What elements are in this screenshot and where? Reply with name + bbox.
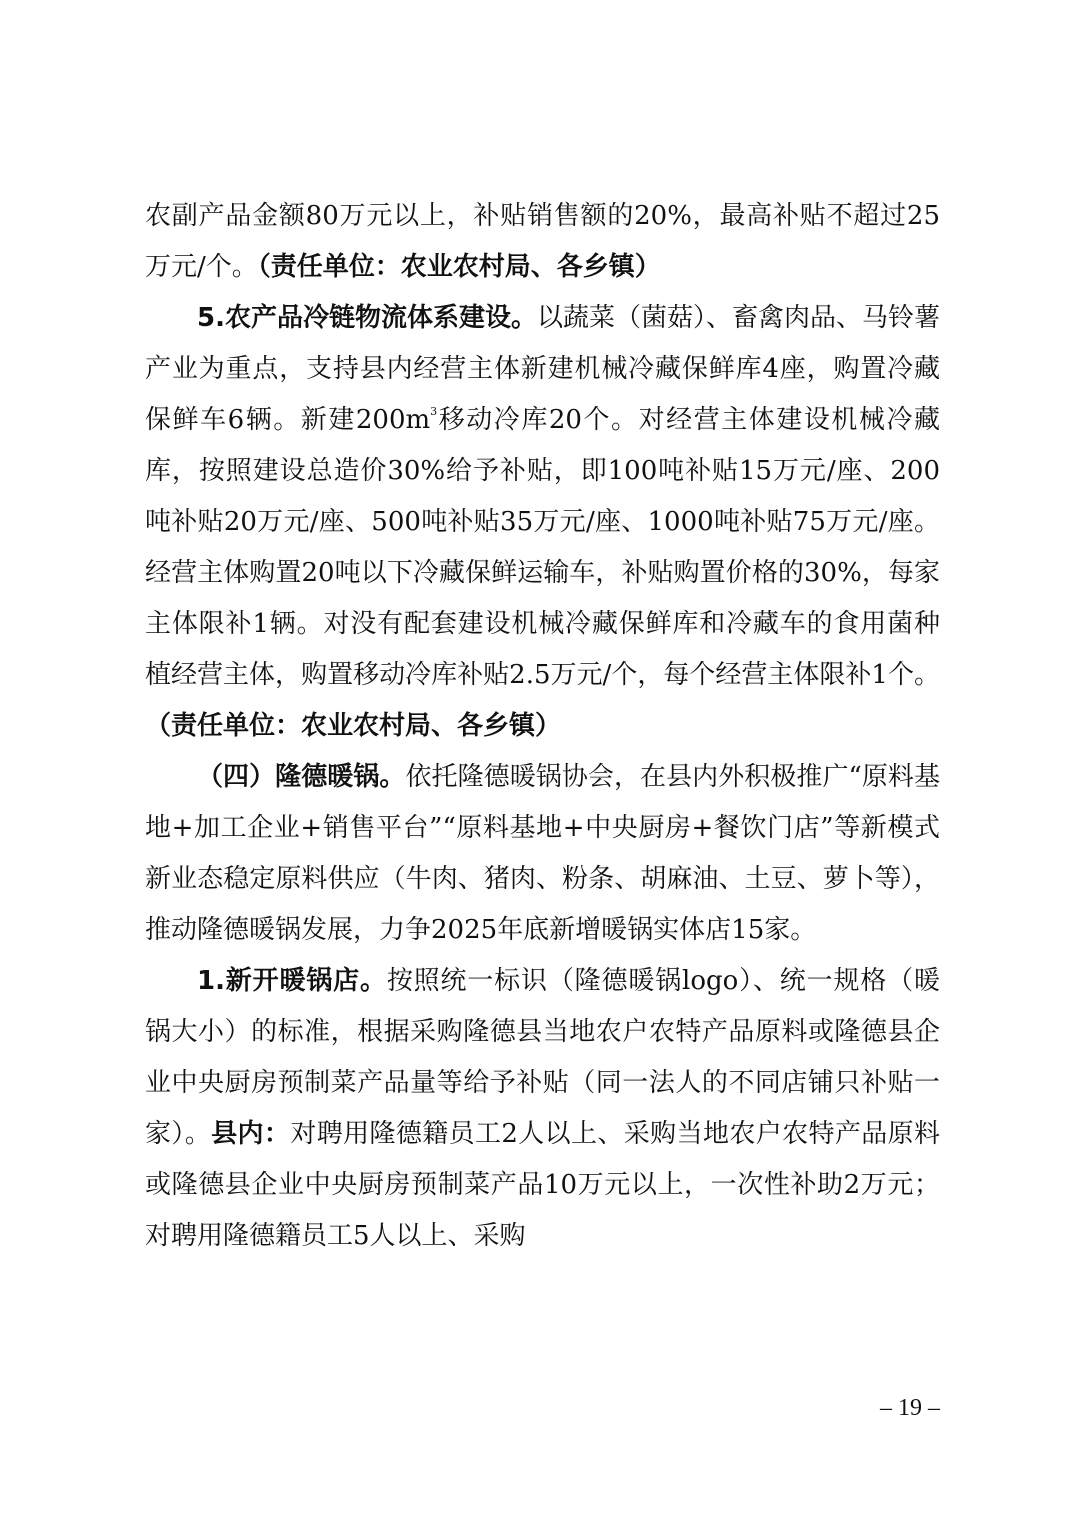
superscript: 3 <box>430 405 438 418</box>
responsibility-unit: （责任单位：农业农村局、各乡镇） <box>257 252 661 282</box>
section-heading: （四）隆德暖锅。 <box>197 762 406 792</box>
paragraph-cold-chain <box>145 293 940 752</box>
paragraph-text: 以蔬菜（菌菇）、畜禽肉品、马铃薯产业为重点，支持县内经营主体新建机械冷藏保鲜库4座，购置冷藏保鲜车6辆。新建200m <box>145 303 940 435</box>
paragraph-subsidy-end <box>145 191 940 293</box>
paragraph-text: 移动冷库20个。对经营主体建设机械冷藏库，按照建设总造价30%给予补贴，即100吨补贴15万元/座、200吨补贴20万元/座、500吨补贴35万元/座、1000吨补贴75万元/座。经营主体购置20吨以下冷藏保鲜运输车，补贴购置价格的30%，每家主体限补1辆。对没有配套建设机械冷藏保鲜库和冷藏车的食用菌种植经营主体，购置移动冷库补贴2.5万元/个，每个经营主体限补1个。 <box>145 405 940 690</box>
paragraph-new-hotpot-store <box>145 956 940 1262</box>
page-number: – 19 – <box>880 1395 940 1421</box>
document-body <box>145 191 940 1262</box>
section-heading: 1.新开暖锅店。 <box>197 966 387 996</box>
inline-label: 县内： <box>211 1119 291 1149</box>
paragraph-text: 按照统一标识（隆德暖锅logo）、统一规格（暖锅大小）的标准，根据采购隆德县当地农户农特产品原料或隆德县企业中央厨房预制菜产品量等给予补贴（同一法人的不同店铺只补贴一家）。 <box>145 966 940 1149</box>
section-heading: 5.农产品冷链物流体系建设。 <box>197 303 537 333</box>
paragraph-text: 对聘用隆德籍员工2人以上、采购当地农户农特产品原料或隆德县企业中央厨房预制菜产品10万元以上，一次性补助2万元；对聘用隆德籍员工5人以上、采购 <box>145 1119 940 1251</box>
paragraph-text: 农副产品金额80万元以上，补贴销售额的20%，最高补贴不超过25万元/个。 <box>145 201 940 282</box>
responsibility-unit: （责任单位：农业农村局、各乡镇） <box>145 711 562 741</box>
paragraph-text: 依托隆德暖锅协会，在县内外积极推广“原料基地+加工企业+销售平台”“原料基地+中央厨房+餐饮门店”等新模式新业态稳定原料供应（牛肉、猪肉、粉条、胡麻油、土豆、萝卜等），推动隆德暖锅发展，力争2025年底新增暖锅实体店15家。 <box>145 762 940 945</box>
paragraph-longde-hotpot <box>145 752 940 956</box>
